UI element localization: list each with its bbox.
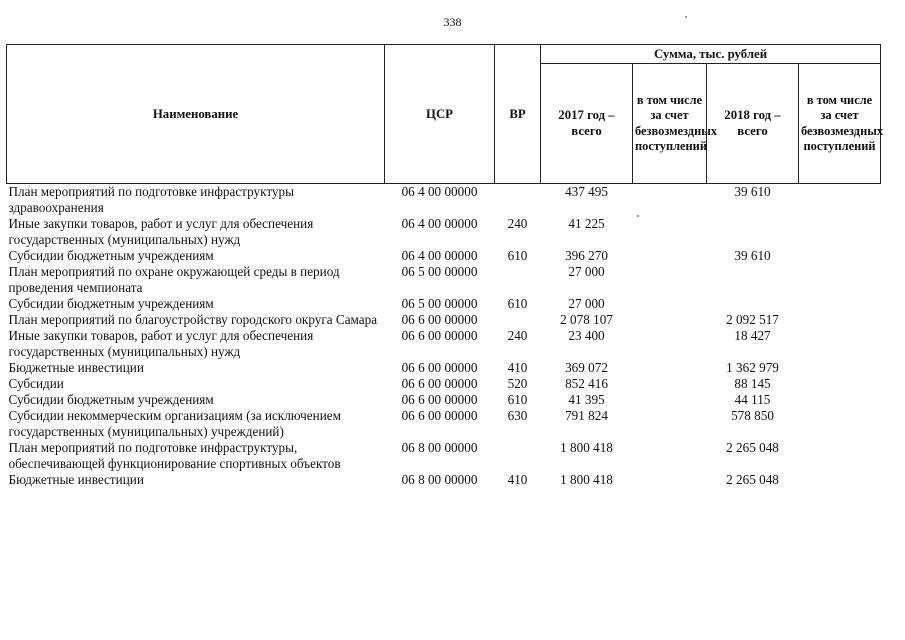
row-name: Субсидии [8, 376, 64, 391]
row-csr: 06 4 00 00000 [401, 184, 478, 199]
row-2018-free [799, 376, 881, 392]
row-vr: 240 [507, 216, 528, 231]
row-2018-free [799, 440, 881, 472]
table-row [7, 312, 881, 328]
row-2017-free [633, 296, 707, 312]
row-2017-total: 1 800 418 [560, 472, 613, 487]
row-2017-free [633, 184, 707, 217]
row-csr: 06 6 00 00000 [401, 392, 478, 407]
row-csr: 06 6 00 00000 [401, 360, 478, 375]
row-2017-total: 41 225 [568, 216, 605, 231]
row-vr: 410 [507, 472, 528, 487]
row-name: Субсидии бюджетным учреждениям [8, 296, 214, 311]
row-name: Бюджетные инвестиции [8, 360, 144, 375]
row-2018-total [707, 216, 799, 248]
row-name: Бюджетные инвестиции [8, 472, 144, 487]
row-2017-total: 396 270 [565, 248, 608, 263]
table-row [7, 184, 881, 217]
table-row [7, 216, 881, 248]
row-2018-free [799, 248, 881, 264]
row-2018-free [799, 392, 881, 408]
row-csr: 06 6 00 00000 [401, 408, 478, 423]
row-2018-free [799, 472, 881, 488]
row-2018-total: 18 427 [734, 328, 771, 343]
row-vr: 610 [507, 392, 528, 407]
row-name: План мероприятий по благоустройству городского округа Самара [8, 312, 378, 327]
table-row [7, 408, 881, 440]
row-csr: 06 8 00 00000 [401, 472, 478, 487]
row-name: План мероприятий по подготовке инфраструктуры здравоохранения [8, 184, 294, 215]
row-vr [495, 440, 541, 472]
row-2018-total: 39 610 [734, 184, 771, 199]
row-csr: 06 5 00 00000 [401, 296, 478, 311]
col-header-name: Наименование [7, 45, 385, 184]
row-name: Субсидии бюджетным учреждениям [8, 392, 214, 407]
row-2017-free [633, 472, 707, 488]
scan-speck [685, 16, 687, 18]
col-header-sum-group: Сумма, тыс. рублей [541, 45, 881, 64]
row-2018-total: 88 145 [734, 376, 771, 391]
row-2017-total: 852 416 [565, 376, 608, 391]
table-row [7, 376, 881, 392]
row-2018-total: 44 115 [734, 392, 771, 407]
row-2017-free [633, 248, 707, 264]
table-row [7, 264, 881, 296]
row-2017-total: 27 000 [568, 296, 605, 311]
row-2018-total: 1 362 979 [726, 360, 779, 375]
header-row-top [7, 45, 881, 64]
row-2017-total: 27 000 [568, 264, 605, 279]
budget-table [6, 44, 884, 488]
row-2017-free [633, 360, 707, 376]
table-row [7, 360, 881, 376]
row-2017-free [633, 392, 707, 408]
row-name: Иные закупки товаров, работ и услуг для обеспечения государственных (муниципальных) нужд [8, 216, 314, 247]
row-2017-total: 369 072 [565, 360, 608, 375]
table-row [7, 472, 881, 488]
row-vr [495, 184, 541, 217]
col-header-vr: ВР [495, 45, 541, 184]
row-2018-free [799, 328, 881, 360]
row-csr: 06 6 00 00000 [401, 376, 478, 391]
row-name: План мероприятий по подготовке инфраструктуры, обеспечивающей функционирование спортивных объектов [8, 440, 341, 471]
row-csr: 06 5 00 00000 [401, 264, 478, 279]
row-2017-free [633, 376, 707, 392]
row-2018-free [799, 264, 881, 296]
row-2017-free [633, 216, 707, 248]
table-row [7, 392, 881, 408]
row-2018-total [707, 264, 799, 296]
row-name: Субсидии некоммерческим организациям (за исключением государственных (муниципальных) учреждений) [8, 408, 341, 439]
row-csr: 06 4 00 00000 [401, 248, 478, 263]
row-2017-total: 437 495 [565, 184, 608, 199]
row-vr [495, 312, 541, 328]
row-csr: 06 6 00 00000 [401, 312, 478, 327]
row-2017-total: 23 400 [568, 328, 605, 343]
row-2017-free [633, 328, 707, 360]
table-row [7, 296, 881, 312]
row-name: Иные закупки товаров, работ и услуг для обеспечения государственных (муниципальных) нужд [8, 328, 314, 359]
row-2018-total: 578 850 [731, 408, 774, 423]
row-vr [495, 264, 541, 296]
row-2017-free [633, 312, 707, 328]
table-row [7, 440, 881, 472]
col-header-2017-total: 2017 год – всего [541, 64, 633, 184]
row-2018-free [799, 360, 881, 376]
row-2018-free [799, 296, 881, 312]
row-csr: 06 4 00 00000 [401, 216, 478, 231]
row-2018-free [799, 408, 881, 440]
col-header-2017-free: в том числе за счет безвозмездных поступлений [633, 64, 707, 184]
row-2018-free [799, 184, 881, 217]
row-2018-total [707, 296, 799, 312]
row-2017-total: 1 800 418 [560, 440, 613, 455]
row-2017-total: 2 078 107 [560, 312, 613, 327]
row-csr: 06 6 00 00000 [401, 328, 478, 343]
row-2018-total: 2 092 517 [726, 312, 779, 327]
col-header-csr: ЦСР [385, 45, 495, 184]
row-vr: 520 [507, 376, 528, 391]
table-row [7, 248, 881, 264]
row-2017-free [633, 440, 707, 472]
row-2018-free [799, 216, 881, 248]
col-header-2018-total: 2018 год – всего [707, 64, 799, 184]
page-number: 338 [443, 15, 462, 29]
row-csr: 06 8 00 00000 [401, 440, 478, 455]
row-2017-total: 791 824 [565, 408, 608, 423]
scan-speck [637, 215, 639, 217]
table-row [7, 328, 881, 360]
row-name: План мероприятий по охране окружающей среды в период проведения чемпионата [8, 264, 340, 295]
row-vr: 610 [507, 296, 528, 311]
row-2017-total: 41 395 [568, 392, 605, 407]
row-2018-free [799, 312, 881, 328]
row-vr: 610 [507, 248, 528, 263]
row-2018-total: 2 265 048 [726, 440, 779, 455]
row-vr: 410 [507, 360, 528, 375]
col-header-2018-free: в том числе за счет безвозмездных поступлений [799, 64, 881, 184]
row-2017-free [633, 408, 707, 440]
row-2017-free [633, 264, 707, 296]
row-2018-total: 2 265 048 [726, 472, 779, 487]
row-vr: 240 [507, 328, 528, 343]
row-vr: 630 [507, 408, 528, 423]
row-2018-total: 39 610 [734, 248, 771, 263]
row-name: Субсидии бюджетным учреждениям [8, 248, 214, 263]
